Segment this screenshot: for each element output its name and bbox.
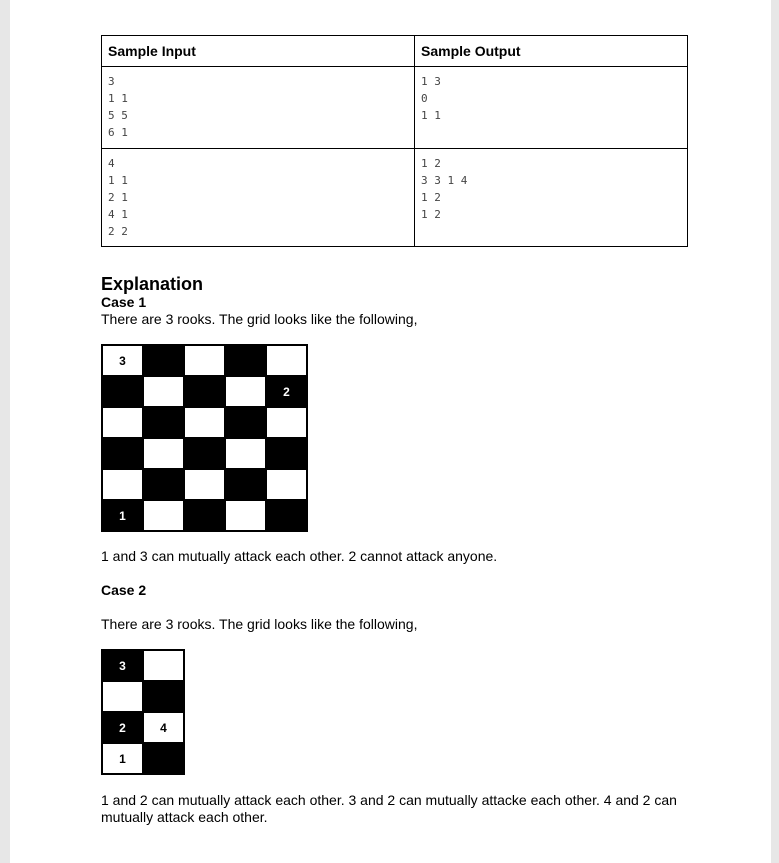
grid-cell	[266, 469, 307, 500]
case-2-grid	[101, 649, 185, 775]
grid-cell	[184, 438, 225, 469]
grid-row	[102, 681, 184, 712]
sample-input-1: 3 1 1 5 5 6 1	[102, 67, 415, 149]
grid-cell	[143, 743, 184, 774]
grid-row	[102, 469, 307, 500]
sample-input-header: Sample Input	[102, 36, 415, 67]
case-2-title: Case 2	[101, 582, 147, 598]
table-row	[102, 67, 688, 149]
grid-cell	[225, 469, 266, 500]
rook-cell: 2	[102, 712, 143, 743]
grid-cell	[102, 407, 143, 438]
document-page	[10, 0, 771, 863]
rook-cell: 3	[102, 650, 143, 681]
grid-cell	[143, 469, 184, 500]
grid-row	[102, 438, 307, 469]
grid-cell	[143, 500, 184, 531]
grid-row	[102, 650, 184, 681]
grid-cell	[225, 407, 266, 438]
grid-cell	[143, 438, 184, 469]
grid-row	[102, 345, 307, 376]
grid-cell	[102, 376, 143, 407]
grid-cell	[225, 500, 266, 531]
sample-output-1: 1 3 0 1 1	[415, 67, 688, 149]
grid-row	[102, 500, 307, 531]
grid-cell	[266, 500, 307, 531]
grid-cell	[143, 345, 184, 376]
grid-cell	[184, 469, 225, 500]
sample-output-header: Sample Output	[415, 36, 688, 67]
sample-input-2: 4 1 1 2 1 4 1 2 2	[102, 149, 415, 247]
rook-cell: 2	[266, 376, 307, 407]
rook-cell: 1	[102, 500, 143, 531]
grid-row	[102, 743, 184, 774]
grid-cell	[102, 438, 143, 469]
grid-cell	[143, 681, 184, 712]
explanation-heading: Explanation	[101, 274, 204, 294]
grid-cell	[266, 345, 307, 376]
sample-table	[101, 35, 688, 247]
case-2-intro: There are 3 rooks. The grid looks like the following,	[101, 616, 418, 632]
grid-cell	[143, 407, 184, 438]
grid-cell	[225, 438, 266, 469]
grid-cell	[225, 376, 266, 407]
grid-row	[102, 407, 307, 438]
grid-cell	[102, 681, 143, 712]
sample-output-2: 1 2 3 3 1 4 1 2 1 2	[415, 149, 688, 247]
grid-cell	[184, 500, 225, 531]
table-row	[102, 149, 688, 247]
rook-cell: 1	[102, 743, 143, 774]
grid-cell	[266, 438, 307, 469]
grid-cell	[225, 345, 266, 376]
case-2-conclusion: 1 and 2 can mutually attack each other. 3 and 2 can mutually attacke each other. 4 and 2 can mutually attack each other.	[101, 792, 677, 825]
grid-row	[102, 376, 307, 407]
grid-cell	[102, 469, 143, 500]
grid-cell	[266, 407, 307, 438]
grid-cell	[143, 376, 184, 407]
grid-cell	[143, 650, 184, 681]
rook-cell: 4	[143, 712, 184, 743]
case-1-conclusion: 1 and 3 can mutually attack each other. 2 cannot attack anyone.	[101, 548, 498, 564]
grid-cell	[184, 407, 225, 438]
grid-cell	[184, 345, 225, 376]
case-1-title: Case 1	[101, 294, 147, 310]
case-1-grid	[101, 344, 308, 532]
grid-row	[102, 712, 184, 743]
grid-cell	[184, 376, 225, 407]
rook-cell: 3	[102, 345, 143, 376]
case-1-intro: There are 3 rooks. The grid looks like the following,	[101, 311, 418, 327]
